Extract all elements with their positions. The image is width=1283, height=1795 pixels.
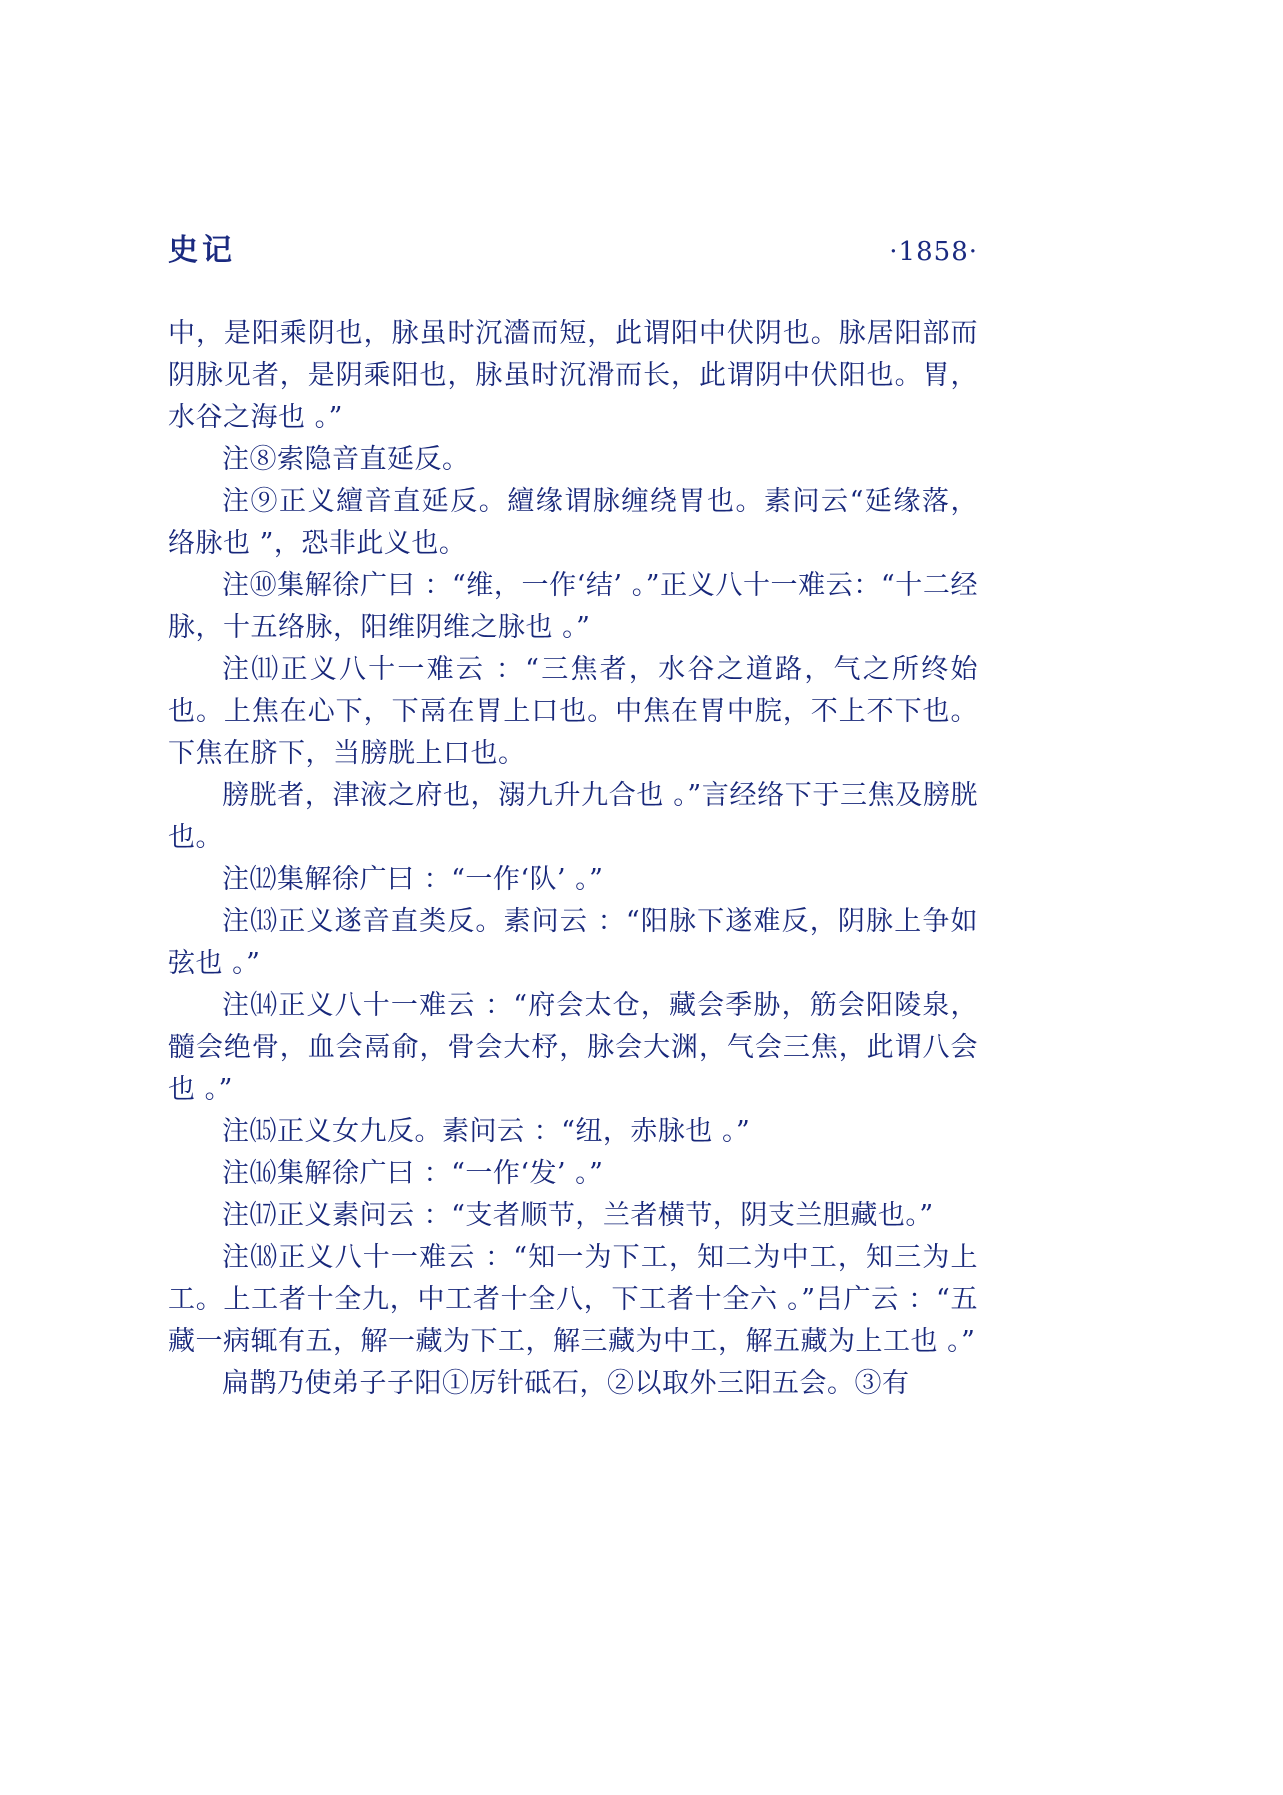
paragraph-note-15: 注⒂正义女九反。素问云 ：“纽，赤脉也 。” <box>222 1116 751 1147</box>
paragraph-note-16: 注⒃集解徐广曰 ：“一作‘发’ 。” <box>222 1158 604 1189</box>
book-title: 史记 <box>168 233 236 268</box>
paragraph-note-17: 注⒄正义素问云 ：“支者顺节，兰者横节，阴支兰胆藏也。” <box>222 1200 934 1231</box>
paragraph-note-10: 注⑩集解徐广曰 ：“维，一作‘结’ 。”正义八十一难云：“十二经脉，十五络脉，阳维阴维之脉也 。” <box>168 570 978 643</box>
paragraph-note-9: 注⑨正义繵音直延反。繵缘谓脉缠绕胃也。素问云“延缘落，络脉也 ”，恐非此义也。 <box>168 486 978 559</box>
page-content <box>168 225 978 1405</box>
paragraph-note-12: 注⑿集解徐广曰 ：“一作‘队’ 。” <box>222 864 604 895</box>
body-text <box>168 313 978 1405</box>
page-number: ·1858· <box>889 237 978 267</box>
paragraph-note-11: 注⑾正义八十一难云 ：“三焦者，水谷之道路，气之所终始也。上焦在心下，下鬲在胃上口也。中焦在胃中脘，不上不下也。下焦在脐下，当膀胱上口也。 <box>168 654 978 769</box>
page-header <box>168 225 978 269</box>
paragraph-main-continued: 中，是阳乘阴也，脉虽时沉濇而短，此谓阳中伏阴也。脉居阳部而阴脉见者，是阴乘阳也，脉虽时沉滑而长，此谓阴中伏阳也。胃，水谷之海也 。” <box>168 318 978 433</box>
paragraph-note-18: 注⒅正义八十一难云 ：“知一为下工，知二为中工，知三为上工。上工者十全九，中工者十全八，下工者十全六 。”吕广云 ：“五藏一病辄有五，解一藏为下工，解三藏为中工，解五藏为上工也 。” <box>168 1242 978 1357</box>
paragraph-bianque: 扁鹊乃使弟子子阳①厉针砥石，②以取外三阳五会。③有 <box>222 1368 910 1399</box>
paragraph-note-8: 注⑧索隐音直延反。 <box>222 444 470 475</box>
paragraph-note-14: 注⒁正义八十一难云 ：“府会太仓，藏会季胁，筋会阳陵泉，髓会绝骨，血会鬲俞，骨会大杼，脉会大渊，气会三焦，此谓八会也 。” <box>168 990 978 1105</box>
paragraph-note-13: 注⒀正义遂音直类反。素问云 ：“阳脉下遂难反，阴脉上争如弦也 。” <box>168 906 978 979</box>
paragraph-note-11-continued: 膀胱者，津液之府也，溺九升九合也 。”言经络下于三焦及膀胱也。 <box>168 780 978 853</box>
